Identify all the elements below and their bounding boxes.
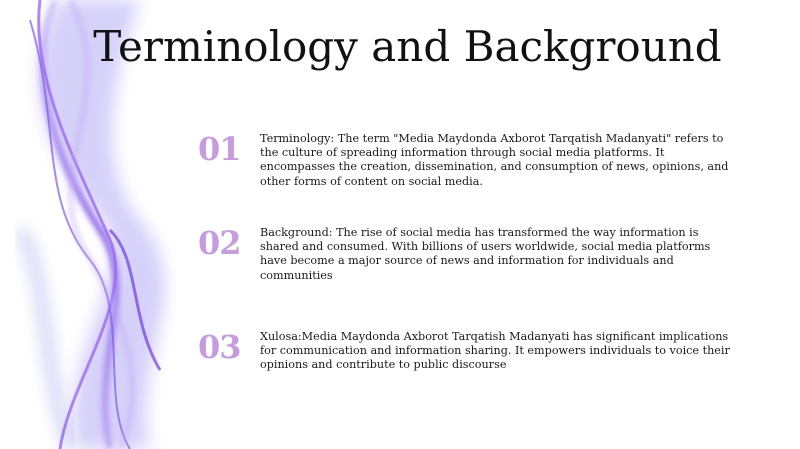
item-number: 01	[198, 130, 241, 168]
item-number: 03	[198, 328, 241, 366]
item-text: Xulosa:Media Maydonda Axborot Tarqatish Madanyati has significant implications for communication and information sharing. It empowers individuals to voice their opinions and contribute to public discourse	[260, 330, 730, 372]
item-number: 02	[198, 224, 241, 262]
item-text: Terminology: The term "Media Maydonda Axborot Tarqatish Madanyati" refers to the culture of spreading information through social media platforms. It encompasses the creation, dissemination, and consumption of news, opinions, and other forms of content on social media.	[260, 132, 729, 188]
item-text: Background: The rise of social media has transformed the way information is shared and consumed. With billions of users worldwide, social media platforms have become a major source of news and information for individuals and communities	[260, 226, 711, 282]
slide-title: Terminology and Background	[93, 22, 722, 71]
